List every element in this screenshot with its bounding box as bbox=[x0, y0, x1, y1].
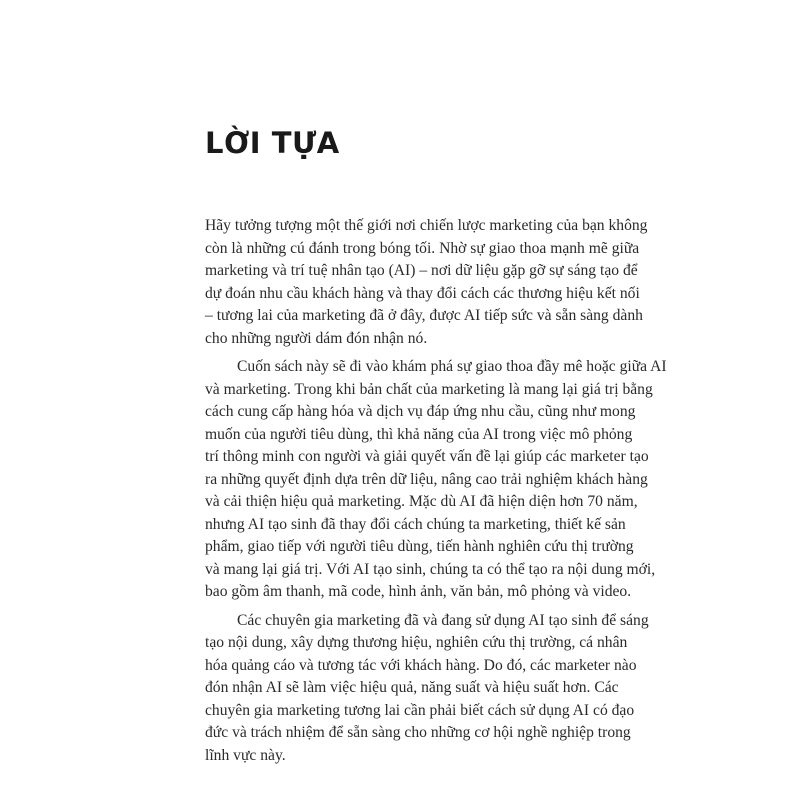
text-line: đón nhận AI sẽ làm việc hiệu quả, năng suất và hiệu suất hơn. Các bbox=[205, 679, 619, 696]
text-line: chuyên gia marketing tương lai cần phải biết cách sử dụng AI có đạo bbox=[205, 701, 635, 719]
text-line: và marketing. Trong khi bản chất của marketing là mang lại giá trị bằng bbox=[205, 380, 653, 398]
text-line: hóa quảng cáo và tương tác với khách hàng. Do đó, các marketer nào bbox=[205, 656, 637, 674]
text-line: còn là những cú đánh trong bóng tối. Nhờ sự giao thoa mạnh mẽ giữa bbox=[205, 239, 640, 257]
text-line: marketing và trí tuệ nhân tạo (AI) – nơi dữ liệu gặp gỡ sự sáng tạo để bbox=[205, 262, 638, 279]
text-line: Cuốn sách này sẽ đi vào khám phá sự giao thoa đầy mê hoặc giữa AI bbox=[237, 358, 667, 375]
text-line: đức và trách nhiệm để sẵn sàng cho những cơ hội nghề nghiệp trong bbox=[205, 724, 631, 741]
text-line: tạo nội dung, xây dựng thương hiệu, nghiên cứu thị trường, cá nhân bbox=[205, 634, 628, 651]
text-line: trí thông minh con người và giải quyết vấn đề lại giúp các marketer tạo bbox=[205, 448, 649, 465]
chapter-title: LỜI TỰA bbox=[205, 126, 340, 160]
paragraph-3 bbox=[205, 610, 649, 768]
text-line: nhưng AI tạo sinh đã thay đổi cách chúng ta marketing, thiết kế sản bbox=[205, 515, 626, 533]
text-line: cho những người dám đón nhận nó. bbox=[205, 329, 428, 347]
text-line: phẩm, giao tiếp với người tiêu dùng, tiến hành nghiên cứu thị trường bbox=[205, 538, 634, 555]
text-line: muốn của người tiêu dùng, thì khả năng của AI trong việc mô phỏng bbox=[205, 425, 633, 443]
paragraph-2 bbox=[205, 356, 667, 604]
text-line: ra những quyết định dựa trên dữ liệu, nâng cao trải nghiệm khách hàng bbox=[205, 470, 648, 488]
text-line: dự đoán nhu cầu khách hàng và thay đổi cách các thương hiệu kết nối bbox=[205, 284, 640, 302]
text-line: cách cung cấp hàng hóa và dịch vụ đáp ứng nhu cầu, cũng như mong bbox=[205, 403, 636, 420]
body-text bbox=[205, 215, 667, 773]
text-line: bao gồm âm thanh, mã code, hình ảnh, văn bản, mô phỏng và video. bbox=[205, 583, 632, 600]
text-line: lĩnh vực này. bbox=[205, 746, 286, 764]
text-line: và cải thiện hiệu quả marketing. Mặc dù AI đã hiện diện hơn 70 năm, bbox=[205, 493, 638, 510]
text-line: và mang lại giá trị. Với AI tạo sinh, chúng ta có thể tạo ra nội dung mới, bbox=[205, 560, 656, 578]
text-line: Hãy tưởng tượng một thế giới nơi chiến lược marketing của bạn không bbox=[205, 217, 648, 234]
paragraph-1 bbox=[205, 215, 648, 350]
text-line: – tương lai của marketing đã ở đây, được AI tiếp sức và sẵn sàng dành bbox=[205, 307, 643, 324]
text-line: Các chuyên gia marketing đã và đang sử dụng AI tạo sinh để sáng bbox=[237, 611, 649, 629]
